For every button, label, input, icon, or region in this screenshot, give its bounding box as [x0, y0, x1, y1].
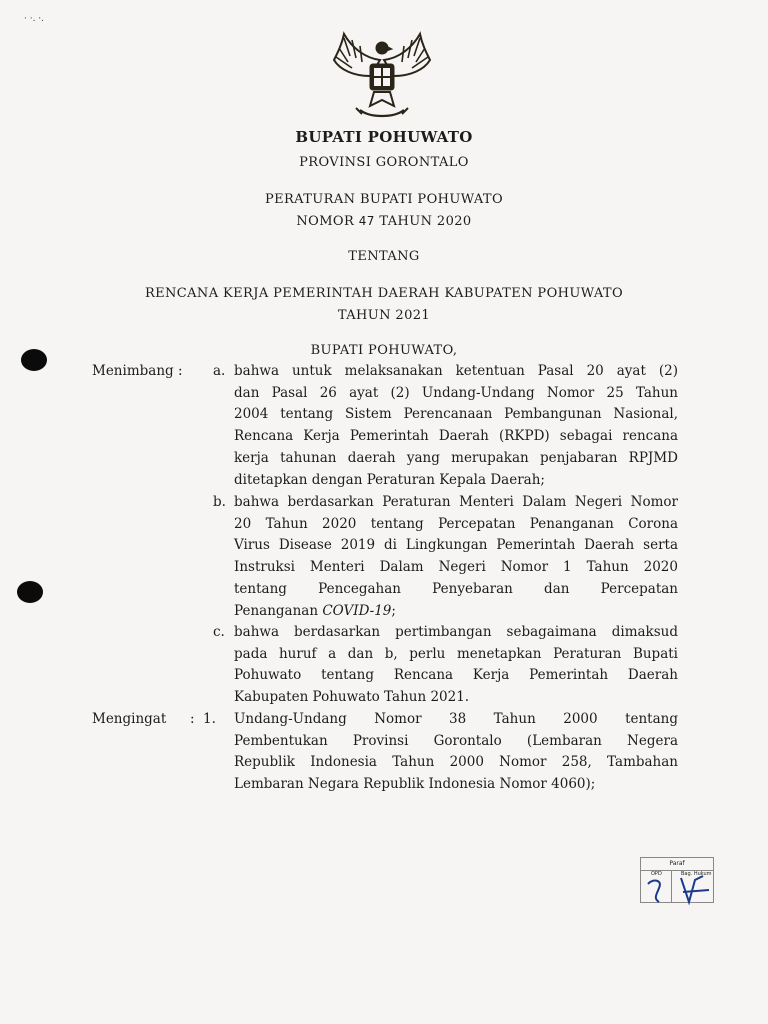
- text-line: Rencana Kerja Pemerintah Daerah (RKPD) sebagai rencana: [234, 428, 678, 445]
- text-line: [234, 601, 678, 623]
- menimbang-item-b: [234, 492, 678, 622]
- regulation-number: [0, 214, 768, 229]
- menimbang-marker-b: b.: [213, 494, 226, 510]
- subject-line-2: TAHUN 2021: [337, 308, 431, 323]
- text-line: Instruksi Menteri Dalam Negeri Nomor 1 Tahun 2020: [234, 559, 678, 576]
- text-line: bahwa berdasarkan pertimbangan sebagaimana dimaksud: [234, 624, 678, 640]
- text-line: Undang-Undang Nomor 38 Tahun 2000 tentang: [234, 711, 678, 727]
- mengingat-marker-1: 1.: [203, 711, 216, 727]
- regent-title: BUPATI POHUWATO: [295, 128, 473, 146]
- text-line: kerja tahunan daerah yang merupakan penjabaran RPJMD: [234, 449, 678, 466]
- text-line: dan Pasal 26 ayat (2) Undang-Undang Nomor 25 Tahun: [234, 384, 678, 401]
- garuda-pancasila-emblem-icon: [330, 30, 434, 122]
- paraf-title: Paraf: [641, 858, 713, 871]
- text-fragment: Penanganan: [234, 602, 323, 619]
- covid-term: COVID-19: [322, 602, 392, 619]
- text-line: Lembaran Negara Republik Indonesia Nomor 4060);: [234, 776, 596, 793]
- menimbang-marker-c: c.: [213, 624, 225, 640]
- text-line: pada huruf a dan b, perlu menetapkan Peraturan Bupati: [234, 645, 678, 662]
- menimbang-marker-a: a.: [213, 363, 226, 379]
- mengingat-colon: :: [190, 711, 195, 727]
- text-line: ditetapkan dengan Peraturan Kepala Daerah;: [234, 471, 545, 488]
- paraf-label-hukum: Bag. Hukum: [681, 871, 712, 877]
- text-line: Virus Disease 2019 di Lingkungan Pemerintah Daerah serta: [234, 537, 678, 554]
- number-value: 47: [358, 214, 375, 228]
- subject-line-1: RENCANA KERJA PEMERINTAH DAERAH KABUPATEN POHUWATO: [144, 286, 624, 301]
- text-line: Republik Indonesia Tahun 2000 Nomor 258, Tambahan: [234, 754, 678, 771]
- about-label: TENTANG: [348, 249, 420, 264]
- paraf-label-opd: OPD: [651, 871, 662, 877]
- number-suffix: TAHUN 2020: [379, 214, 472, 229]
- number-prefix: NOMOR: [296, 214, 355, 229]
- scan-speck: · ·. ·.: [24, 14, 45, 24]
- mengingat-label: Mengingat: [92, 711, 167, 727]
- authority-line: BUPATI POHUWATO,: [310, 343, 458, 358]
- mengingat-item-1: [234, 709, 678, 796]
- province-name: PROVINSI GORONTALO: [299, 155, 469, 170]
- menimbang-item-a: [234, 361, 678, 491]
- text-fragment: ;: [391, 602, 396, 619]
- menimbang-label: Menimbang :: [92, 363, 183, 379]
- text-line: Kabupaten Pohuwato Tahun 2021.: [234, 689, 470, 706]
- text-line: bahwa untuk melaksanakan ketentuan Pasal 20 ayat (2): [234, 363, 678, 379]
- text-line: 2004 tentang Sistem Perencanaan Pembangunan Nasional,: [234, 406, 678, 423]
- punch-hole-bottom: [17, 581, 43, 603]
- handwritten-initials-icon: [643, 872, 715, 906]
- regulation-title: PERATURAN BUPATI POHUWATO: [264, 192, 504, 207]
- text-line: Pohuwato tentang Rencana Kerja Pemerintah Daerah: [234, 667, 678, 684]
- paraf-box: [640, 857, 714, 903]
- menimbang-item-c: [234, 622, 678, 709]
- text-line: tentang Pencegahan Penyebaran dan Percepatan: [234, 580, 678, 597]
- text-line: Pembentukan Provinsi Gorontalo (Lembaran Negera: [234, 732, 678, 749]
- text-line: bahwa berdasarkan Peraturan Menteri Dalam Negeri Nomor: [234, 494, 678, 510]
- text-line: 20 Tahun 2020 tentang Percepatan Penanganan Corona: [234, 515, 678, 532]
